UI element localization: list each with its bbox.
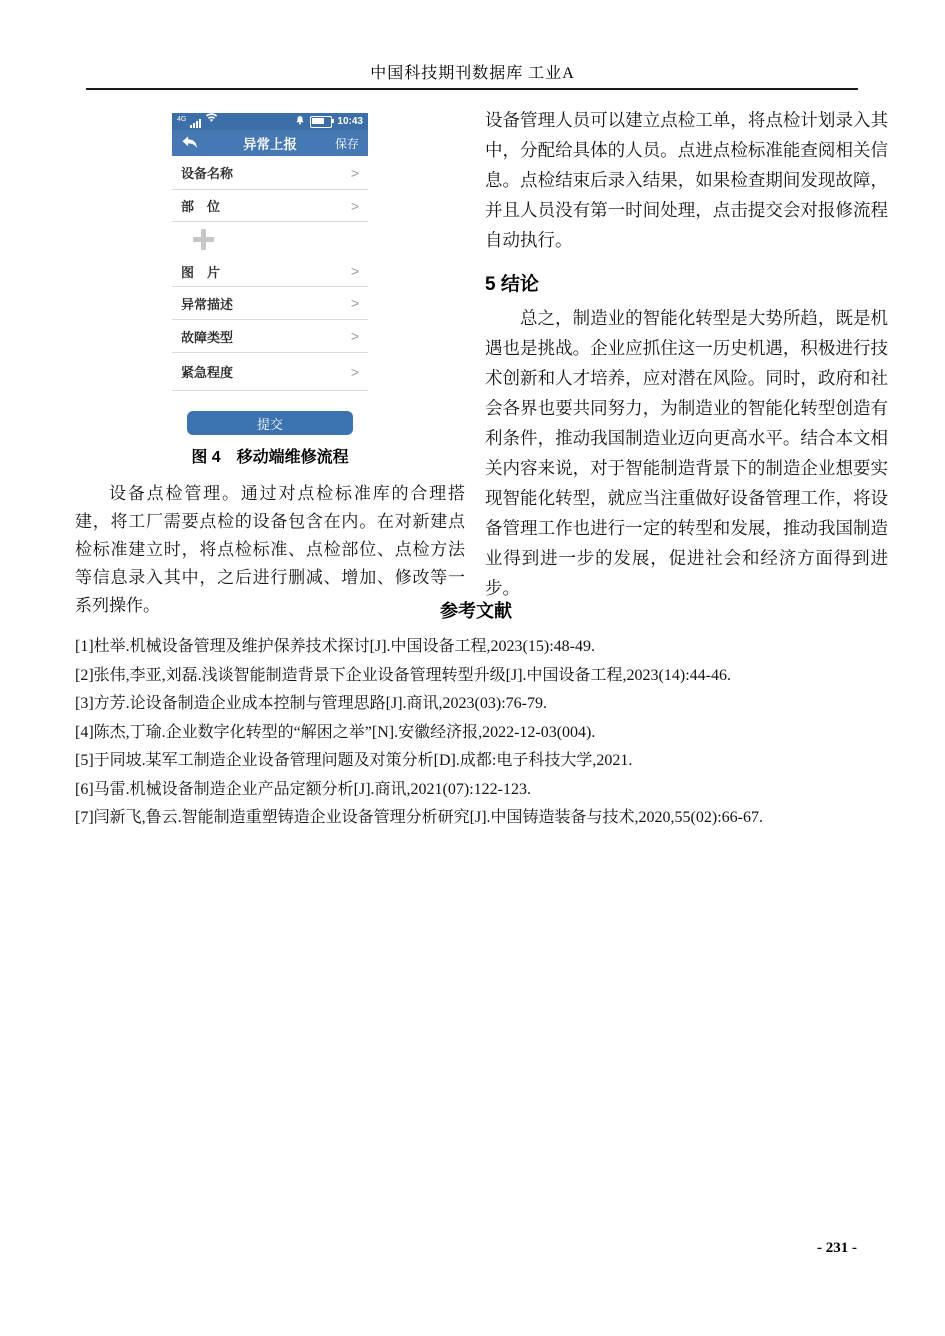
network-type-label: 4G [177,115,187,123]
list-item-fault-type[interactable]: 故障类型 > [172,320,368,353]
chevron-right-icon: > [350,197,359,214]
battery-icon [310,116,332,128]
reference-item: [2]张伟,李亚,刘磊.浅谈智能制造背景下企业设备管理转型升级[J].中国设备工程,2023(14):44-46. [75,666,731,684]
page-number: - 231 - [817,1240,857,1256]
chevron-right-icon: > [350,263,359,279]
list-item-urgency-level[interactable]: 紧急程度 > [172,353,368,391]
figure-caption: 图 4 移动端维修流程 [191,449,349,466]
list-item-device-name[interactable]: 设备名称 > [172,156,368,190]
add-photo-area[interactable] [172,222,368,256]
reference-item: [4]陈杰,丁瑜.企业数字化转型的“解困之举”[N].安徽经济报,2022-12-03(004). [75,723,596,741]
section-heading-conclusion: 5 结论 [485,274,539,295]
chevron-right-icon: > [350,363,359,380]
submit-button[interactable]: 提交 [187,411,353,435]
form-field-list [172,156,368,391]
reference-item: [6]马雷.机械设备制造企业产品定额分析[J].商讯,2021(07):122-123. [75,780,531,798]
list-item-anomaly-description[interactable]: 异常描述 > [172,287,368,320]
right-column-paragraph-1: 设备管理人员可以建立点检工单，将点检计划录入其中，分配给具体的人员。点进点检标准能查阅相关信息。点检结束后录入结果，如果检查期间发现故障，并且人员没有第一时间处理，点击提交会对报修流程自动执行。 [485,110,888,250]
left-column-paragraph: 设备点检管理。通过对点检标准库的合理搭建，将工厂需要点检的设备包含在内。在对新建点检标准建立时，将点检标准、点检部位、点检方法等信息录入其中，之后进行删减、增加、修改等一系列操作。 [75,484,465,615]
reference-item: [1]杜举.机械设备管理及维护保养技术探讨[J].中国设备工程,2023(15):48-49. [75,638,595,655]
reference-item: [5]于同坡.某军工制造企业设备管理问题及对策分析[D].成都:电子科技大学,2021. [75,752,633,769]
chevron-right-icon: > [350,328,359,344]
wifi-icon [205,110,218,128]
phone-nav-bar [172,130,368,156]
list-item-picture[interactable]: 图 片 > [172,256,368,287]
references-heading: 参考文献 [440,601,512,621]
reference-item: [3]方芳.论设备制造企业成本控制与管理思路[J].商讯,2023(03):76-79. [75,695,547,712]
right-column [485,105,888,620]
status-bar-right [295,113,363,131]
phone-status-bar [172,113,368,130]
two-column-body [75,105,888,620]
references-section [75,597,877,833]
back-arrow-icon [181,135,198,152]
back-button[interactable] [181,135,198,152]
status-bar-left [177,116,218,128]
screen-title: 异常上报 [243,137,297,152]
signal-strength-icon [190,119,201,128]
chevron-right-icon: > [350,164,359,181]
journal-header: 中国科技期刊数据库 工业A [370,65,575,82]
header-divider [86,88,858,90]
reference-item: [7]闫新飞,鲁云.智能制造重塑铸造企业设备管理分析研究[J].中国铸造装备与技术,2020,55(02):66-67. [75,809,763,826]
chevron-right-icon: > [350,295,359,311]
conclusion-paragraph: 总之，制造业的智能化转型是大势所趋，既是机遇也是挑战。企业应抓住这一历史机遇，积极进行技术创新和人才培养，应对潜在风险。同时，政府和社会各界也要共同努力，为制造业的智能化转型创造有利条件，推动我国制造业迈向更高水平。结合本文相关内容来说，对于智能制造背景下的制造企业想要实现智能化转型，就应当注重做好设备管理工作，将设备管理工作也进行一定的转型和发展，推动我国制造业得到进一步的发展，促进社会和经济方面得到进步。 [485,308,888,598]
notification-bell-icon [295,113,305,131]
left-column [75,105,465,620]
plus-icon [193,229,214,250]
figure-phone-mockup [172,113,368,435]
list-item-part[interactable]: 部 位 > [172,190,368,222]
save-button[interactable]: 保存 [334,136,359,151]
status-bar-time: 10:43 [337,116,363,127]
